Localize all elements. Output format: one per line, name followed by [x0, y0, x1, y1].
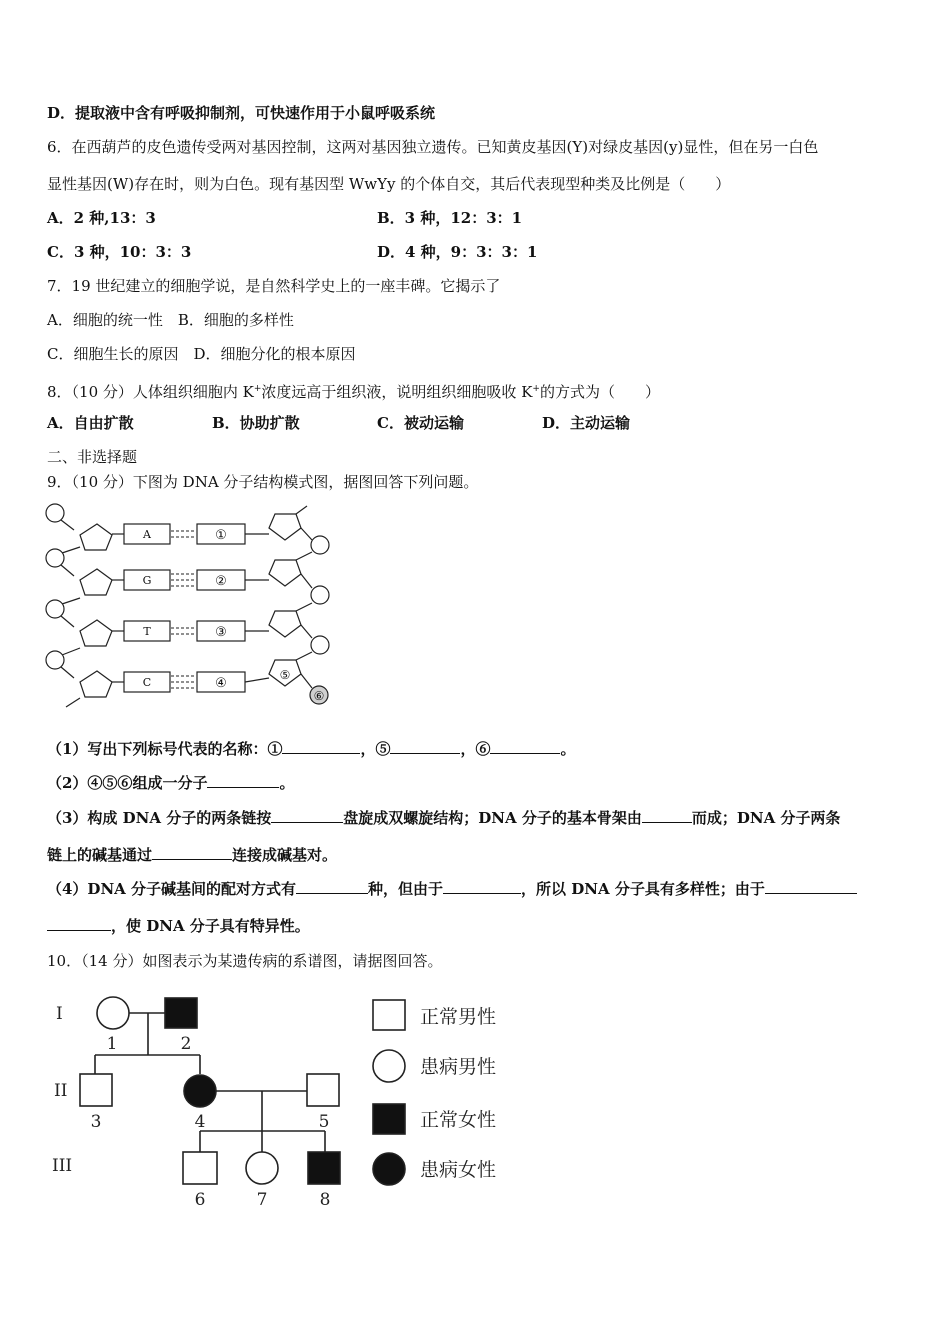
legend-label-normal-female: 正常女性: [420, 1109, 497, 1131]
answer-blank-reason2-start[interactable]: [765, 879, 857, 894]
individual-7: [246, 1152, 278, 1184]
q9-stem: 9．（10 分）下图为 DNA 分子结构模式图，据图回答下列问题。: [47, 473, 479, 491]
individual-1: [97, 997, 129, 1029]
individual-4: [184, 1075, 216, 1107]
sugar-label-5: ⑤: [279, 668, 291, 682]
base-label-t: T: [143, 625, 151, 638]
base-label-c: C: [142, 676, 152, 689]
generation-label-2: II: [54, 1081, 68, 1101]
right-sugar-2: [269, 560, 301, 586]
q9-part3-text-e: 连接成碱基对。: [232, 846, 338, 864]
answer-blank-molecule[interactable]: [207, 773, 279, 788]
q8-stem-mid: 浓度远高于组织液，说明组织细胞吸收 K: [261, 383, 533, 401]
legend-label-normal-male: 正常男性: [420, 1006, 497, 1028]
right-phosphate-2: [311, 586, 329, 604]
q9-part1-text-b: ，⑤: [360, 740, 391, 758]
answer-blank-bond[interactable]: [152, 845, 232, 860]
q6-stem-line2: 显性基因(W)存在时，则为白色。现有基因型 WwYy 的个体自交，其后代表现型种类及比例是（ ）: [47, 175, 731, 193]
q9-part3-text-d: 链上的碱基通过: [47, 846, 153, 864]
legend-square-filled: [373, 1104, 405, 1134]
q7-stem: 7．19 世纪建立的细胞学说，是自然科学史上的一座丰碑。它揭示了: [47, 277, 501, 295]
q9-part3-text-b: 盘旋成双螺旋结构；DNA 分子的基本骨架由: [343, 809, 642, 827]
generation-label-3: III: [52, 1156, 73, 1176]
id-label-7: 7: [256, 1190, 268, 1210]
q9-part2-text-b: 。: [279, 774, 295, 792]
q9-part4-text-c: ，所以 DNA 分子具有多样性；由于: [521, 880, 765, 898]
q8-option-b: B．协助扩散: [212, 414, 300, 432]
individual-2: [165, 998, 197, 1028]
q9-part3-line1: [47, 808, 840, 828]
q9-part3-text-a: （3）构成 DNA 分子的两条链按: [47, 809, 272, 827]
q9-part4-text-b: 种，但由于: [368, 880, 444, 898]
base-label-2: ②: [215, 574, 227, 589]
base-label-1: ①: [215, 528, 227, 543]
q9-part3-line2: [47, 845, 337, 865]
q9-part1-text-a: （1）写出下列标号代表的名称：①: [47, 740, 283, 758]
legend-circle-filled: [373, 1153, 405, 1185]
q7-options-cd: C．细胞生长的原因 D．细胞分化的根本原因: [47, 345, 356, 363]
answer-blank-1[interactable]: [282, 739, 360, 754]
q8-stem-post: 的方式为（ ）: [539, 383, 660, 401]
answer-blank-6[interactable]: [490, 739, 560, 754]
left-phosphate-1: [46, 504, 64, 522]
q6-option-d: D．4 种，9：3：3：1: [377, 243, 538, 261]
q10-stem: 10．（14 分）如图表示为某遗传病的系谱图，请据图回答。: [47, 952, 443, 970]
q9-part4-line2: [47, 916, 310, 936]
q8-stem: [47, 379, 660, 402]
q9-part1-text-c: ，⑥: [460, 740, 491, 758]
generation-label-1: I: [56, 1004, 63, 1024]
q6-option-a: A．2 种,13：3: [47, 209, 156, 227]
right-sugar-3: [269, 611, 301, 637]
id-label-3: 3: [90, 1112, 102, 1132]
answer-blank-backbone[interactable]: [642, 808, 692, 823]
q9-part4-text-a: （4）DNA 分子碱基间的配对方式有: [47, 880, 297, 898]
left-phosphate-4: [46, 651, 64, 669]
left-sugar-4: [80, 671, 112, 697]
pedigree-chart: [40, 988, 530, 1213]
individual-8: [308, 1152, 340, 1184]
q9-part4-line1: [47, 879, 857, 899]
individual-3: [80, 1074, 112, 1106]
id-label-2: 2: [180, 1034, 192, 1054]
legend-square-open: [373, 1000, 405, 1030]
base-label-3: ③: [215, 625, 227, 640]
q5-option-d: D．提取液中含有呼吸抑制剂，可快速作用于小鼠呼吸系统: [47, 104, 436, 122]
q8-option-a: A．自由扩散: [47, 414, 134, 432]
right-phosphate-1: [311, 536, 329, 554]
id-label-6: 6: [194, 1190, 206, 1210]
answer-blank-pairing[interactable]: [296, 879, 368, 894]
q6-option-c: C．3 种，10：3：3: [47, 243, 192, 261]
base-label-a: A: [143, 528, 151, 541]
section-heading: 二、非选择题: [47, 448, 138, 466]
left-phosphate-2: [46, 549, 64, 567]
answer-blank-reason1[interactable]: [443, 879, 521, 894]
q9-part4-text-d: ，使 DNA 分子具有特异性。: [111, 917, 310, 935]
q6-option-b: B．3 种，12：3：1: [377, 209, 523, 227]
base-label-g: G: [142, 574, 152, 587]
id-label-4: 4: [194, 1112, 206, 1132]
left-sugar-3: [80, 620, 112, 646]
q7-options-ab: A．细胞的统一性 B．细胞的多样性: [47, 311, 294, 329]
q9-part1: [47, 739, 576, 759]
dna-structure-diagram: [40, 500, 340, 712]
left-sugar-2: [80, 569, 112, 595]
base-label-4: ④: [215, 676, 227, 691]
q8-superscript-1: +: [253, 384, 262, 394]
id-label-5: 5: [318, 1112, 330, 1132]
q9-part2: [47, 773, 294, 793]
left-phosphate-3: [46, 600, 64, 618]
q8-stem-pre: 8．（10 分）人体组织细胞内 K: [47, 383, 254, 401]
right-sugar-1: [269, 514, 301, 540]
q9-part3-text-c: 而成；DNA 分子两条: [691, 809, 841, 827]
individual-6: [183, 1152, 217, 1184]
legend-label-affected-female: 患病女性: [420, 1159, 497, 1181]
individual-5: [307, 1074, 339, 1106]
right-phosphate-3: [311, 636, 329, 654]
id-label-8: 8: [319, 1190, 331, 1210]
q9-part2-text-a: （2）④⑤⑥组成一分子: [47, 774, 208, 792]
answer-blank-helix[interactable]: [271, 808, 343, 823]
phosphate-label-6: ⑥: [313, 689, 325, 703]
q8-superscript-2: +: [532, 384, 540, 394]
q8-option-c: C．被动运输: [377, 414, 464, 432]
answer-blank-reason2-end[interactable]: [47, 916, 111, 931]
q6-stem-line1: 6．在西葫芦的皮色遗传受两对基因控制，这两对基因独立遗传。已知黄皮基因(Y)对绿皮基因(y)显性，但在另一白色: [47, 138, 819, 156]
legend-label-affected-male: 患病男性: [420, 1056, 497, 1078]
q9-part1-text-d: 。: [560, 740, 576, 758]
answer-blank-5[interactable]: [390, 739, 460, 754]
id-label-1: 1: [106, 1034, 118, 1054]
legend-circle-open: [373, 1050, 405, 1082]
q8-option-d: D．主动运输: [542, 414, 631, 432]
left-sugar-1: [80, 524, 112, 550]
